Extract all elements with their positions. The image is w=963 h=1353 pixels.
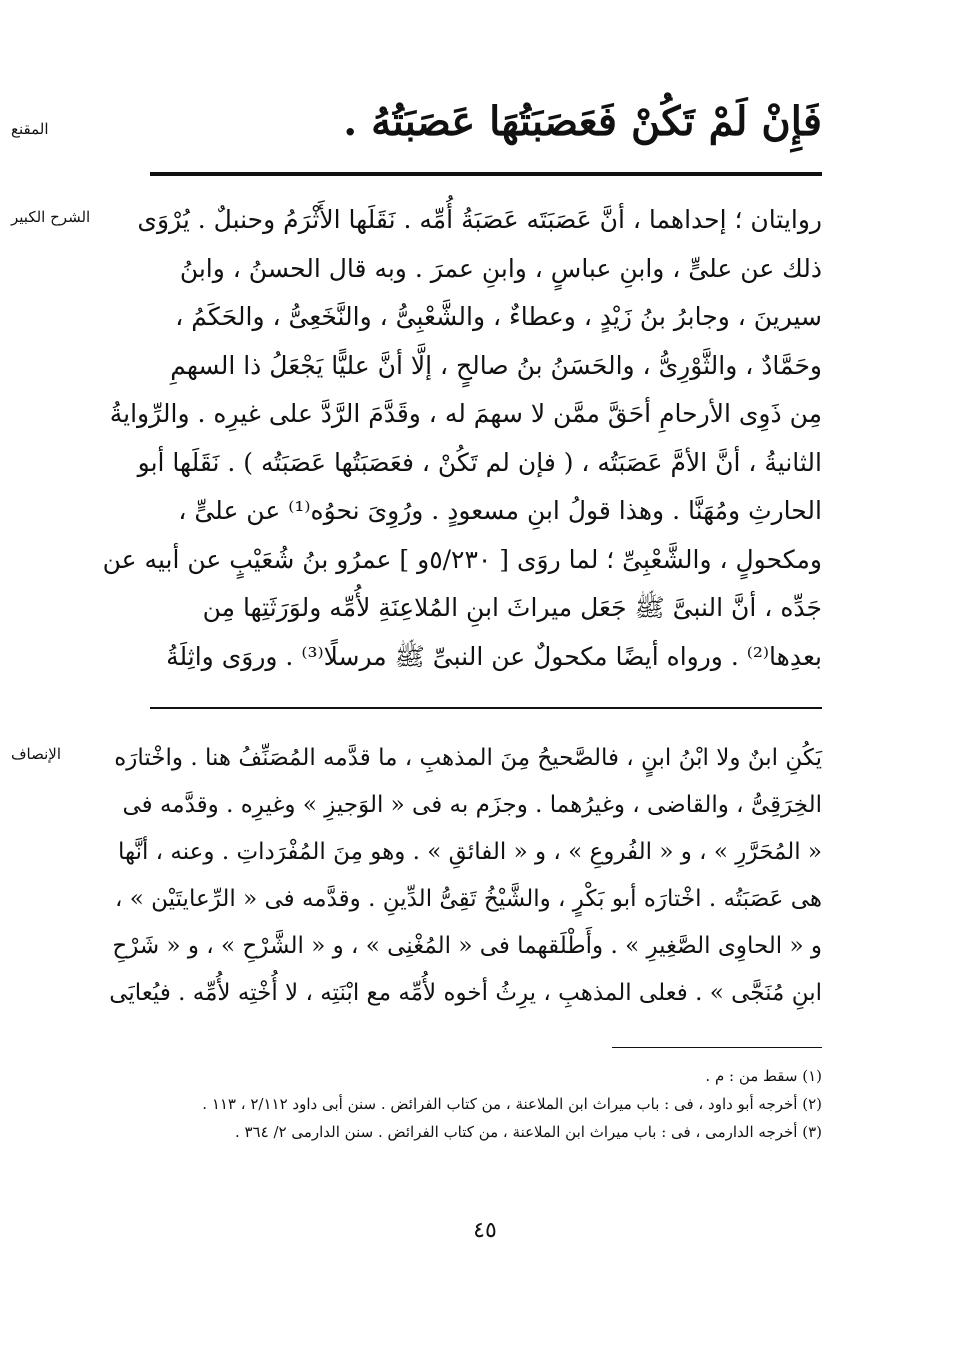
sharh-line: ذلك عن علىٍّ ، وابنِ عباسٍ ، وابنِ عمرَ . وبه قال الحسنُ ، وابنُ: [179, 253, 822, 283]
sharh-line: جَدِّه ، أنَّ النبىَّ ﷺ جَعَل ميراثَ ابنِ المُلاعِنَةِ لأُمِّه ولوَرَثَتِها مِن: [202, 593, 822, 622]
sharh-line: سيرينَ ، وجابرُ بنُ زَيْدٍ ، وعطاءٌ ، والشَّعْبِىُّ ، والنَّخَعِىُّ ، والحَكَمُ ،: [175, 302, 822, 331]
sharh-line: الحارثِ ومُهَنَّا . وهذا قولُ ابنِ مسعودٍ . ورُوِىَ نحوُه⁽¹⁾ عن علىٍّ ،: [178, 496, 822, 525]
label-sharh: الشرح الكبير: [11, 208, 91, 226]
insaf-line: هى عَصَبَتُه . اخْتارَه أبو بَكْرٍ ، والشَّيْخُ تَقِىُّ الدِّينِ . وقدَّمه فى « الرِّعايتَيْن » ،: [115, 886, 822, 912]
heading-rule: [150, 172, 822, 176]
page-number: ٤٥: [473, 1218, 497, 1243]
sharh-line: بعدِها⁽²⁾ . ورواه أيضًا مكحولٌ عن النبىِّ ﷺ مرسلًا⁽³⁾ . وروَى واثِلَةُ: [166, 641, 822, 671]
footnote: (٣) أخرجه الدارمى ، فى : باب ميراث ابن الملاعنة ، من كتاب الفرائض . سنن الدارمى ٢/ ٣٦٤ .: [234, 1123, 822, 1141]
insaf-line: يَكُنِ ابنٌ ولا ابْنُ ابنٍ ، فالصَّحيحُ مِنَ المذهبِ ، ما قدَّمه المُصَنِّفُ هنا . واخْتارَه: [114, 745, 822, 771]
section-rule: [150, 707, 822, 709]
insaf-line: و « الحاوِى الصَّغِيرِ » . وأَطْلَقهما فى « المُغْنِى » ، و « الشَّرْحِ » ، و « شَرْحِ: [112, 933, 822, 959]
insaf-section: [109, 735, 822, 1017]
footnote: (٢) أخرجه أبو داود ، فى : باب ميراث ابن الملاعنة ، من كتاب الفرائض . سنن أبى داود ٢/١١٢ ، ١١٣ .: [202, 1095, 822, 1113]
label-muqni: المقنع: [11, 120, 49, 138]
footnotes: [150, 1062, 822, 1146]
matn-heading: فَإِنْ لَمْ تَكُنْ فَعَصَبَتُهَا عَصَبَتُهُ .: [343, 98, 822, 145]
sharh-line: وحَمَّادٌ ، والثَّوْرِىُّ ، والحَسَنُ بنُ صالحٍ ، إلَّا أنَّ عليًّا يَجْعَلُ ذا السهمِ: [170, 350, 822, 380]
sharh-line: مِن ذَوِى الأرحامِ أحَقَّ ممَّن لا سهمَ له ، وقَدَّمَ الرَّدَّ على غيرِه . والرِّوايةُ: [109, 399, 822, 428]
footnote-rule: [612, 1047, 822, 1048]
insaf-line: الخِرَقِىُّ ، والقاضى ، وغيرُهما . وجزَم به فى « الوَجيزِ » وغيرِه . وقدَّمه فى: [122, 792, 822, 818]
footnote: (١) سقط من : م .: [705, 1067, 822, 1085]
sharh-line: ومكحولٍ ، والشَّعْبِىِّ ؛ لما روَى [ ٥/٢٣٠و ] عمرُو بنُ شُعَيْبٍ عن أبيه عن: [102, 544, 822, 574]
sharh-line: روايتان ؛ إحداهما ، أنَّ عَصَبَتَه عَصَبَةُ أُمِّه . نَقَلَها الأَثْرَمُ وحنبلٌ . يُرْوَى: [137, 205, 822, 234]
sharh-line: الثانيةُ ، أنَّ الأمَّ عَصَبَتُه ، ( فإن لم تَكُنْ ، فعَصَبَتُها عَصَبَتُه ) . نَقَلَها أبو: [137, 447, 822, 477]
label-insaf: الإنصاف: [11, 745, 62, 763]
sharh-section: [102, 196, 822, 681]
insaf-line: « المُحَرَّرِ » ، و « الفُروعِ » ، و « الفائقِ » . وهو مِنَ المُفْرَداتِ . وعنه ، أنَّها: [117, 839, 822, 865]
insaf-line: ابنِ مُنَجَّى » . فعلى المذهبِ ، يرِثُ أخوه لأُمِّه مع ابْنَتِه ، لا أُخْتِه لأُمِّه . فيُعايَى: [109, 980, 822, 1006]
